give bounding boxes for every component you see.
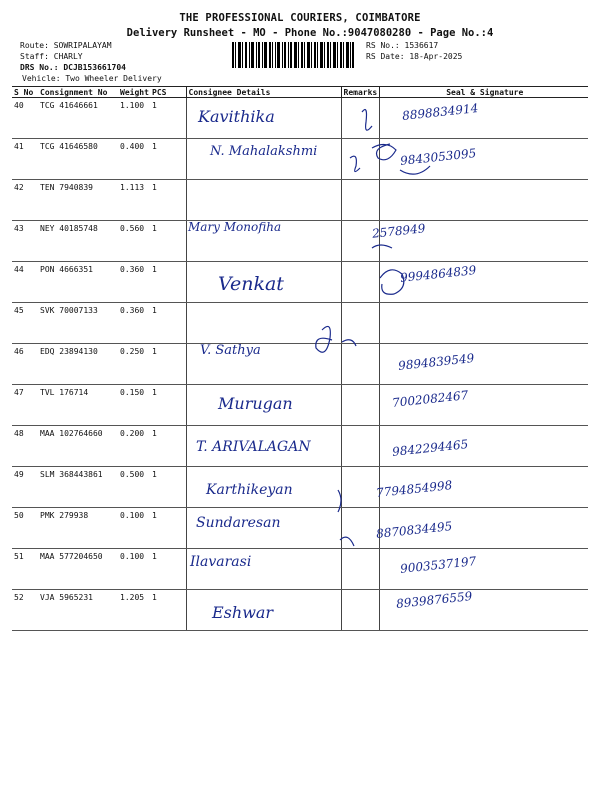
cell-sno: 47 — [12, 385, 38, 426]
cell-sno: 52 — [12, 590, 38, 631]
handwritten-consignee-name: Ilavarasi — [190, 554, 252, 570]
ink-stroke — [362, 110, 372, 131]
cell-pcs: 1 — [150, 303, 186, 344]
cell-consignment: NEY 40185748 — [38, 221, 118, 262]
handwritten-signature-phone: 9843053095 — [399, 146, 477, 168]
cell-sno: 45 — [12, 303, 38, 344]
cell-sno: 46 — [12, 344, 38, 385]
cell-consignment: PMK 279938 — [38, 508, 118, 549]
handwritten-consignee-name: V. Sathya — [200, 343, 261, 358]
cell-pcs: 1 — [150, 98, 186, 139]
cell-pcs: 1 — [150, 590, 186, 631]
handwritten-consignee-name: Kavithika — [198, 107, 275, 126]
column-header: Consignment No — [38, 87, 118, 98]
cell-pcs: 1 — [150, 426, 186, 467]
cell-consignment: EDQ 23894130 — [38, 344, 118, 385]
cell-sno: 41 — [12, 139, 38, 180]
cell-sno: 49 — [12, 467, 38, 508]
handwritten-signature-phone: 9842294465 — [391, 437, 469, 459]
cell-weight: 0.200 — [118, 426, 150, 467]
handwritten-signature-phone: 2578949 — [371, 221, 427, 241]
ink-stroke — [350, 156, 360, 171]
handwritten-signature-phone: 9003537197 — [399, 554, 477, 576]
ink-stroke — [372, 245, 392, 248]
ink-stroke — [316, 326, 332, 352]
handwritten-signature-phone: 9894839549 — [397, 351, 475, 373]
handwritten-signature-phone: 8939876559 — [395, 589, 473, 611]
column-header: Consignee Details — [186, 87, 341, 98]
cell-weight: 0.400 — [118, 139, 150, 180]
cell-pcs: 1 — [150, 508, 186, 549]
cell-consignment: SLM 368443861 — [38, 467, 118, 508]
runsheet-subtitle: Delivery Runsheet - MO - Phone No.:9047080280 - Page No.:4 — [126, 27, 494, 39]
cell-weight: 0.560 — [118, 221, 150, 262]
cell-consignment: TVL 176714 — [38, 385, 118, 426]
cell-sno: 50 — [12, 508, 38, 549]
column-header: Weight — [120, 87, 149, 97]
cell-consignment: MAA 102764660 — [38, 426, 118, 467]
cell-weight: 1.205 — [118, 590, 150, 631]
rs-date: RS Date: 18-Apr-2025 — [366, 52, 463, 61]
handwritten-consignee-name: Murugan — [218, 394, 293, 413]
cell-consignment: TEN 7940839 — [38, 180, 118, 221]
cell-sno: 44 — [12, 262, 38, 303]
handwritten-signature-phone: 7002082467 — [391, 388, 469, 410]
ink-stroke — [372, 144, 396, 160]
cell-weight: 0.360 — [118, 303, 150, 344]
ink-stroke — [340, 537, 354, 546]
cell-sno: 42 — [12, 180, 38, 221]
cell-weight: 0.150 — [118, 385, 150, 426]
vehicle-label: Vehicle: Two Wheeler Delivery — [22, 74, 162, 83]
company-title: THE PROFESSIONAL COURIERS, COIMBATORE — [179, 12, 421, 24]
cell-consignment: SVK 70007133 — [38, 303, 118, 344]
cell-weight: 0.500 — [118, 467, 150, 508]
cell-weight: 0.100 — [118, 549, 150, 590]
column-header: Seal & Signature — [379, 87, 588, 98]
cell-weight: 1.113 — [118, 180, 150, 221]
cell-consignment: MAA 577204650 — [38, 549, 118, 590]
drs-number: DRS No.: DCJB153661704 — [20, 63, 126, 72]
route-label: Route: SOWRIPALAYAM — [20, 41, 112, 50]
cell-sno: 48 — [12, 426, 38, 467]
cell-pcs: 1 — [150, 549, 186, 590]
ink-stroke — [338, 490, 341, 512]
ink-stroke — [400, 166, 430, 174]
ink-stroke — [342, 340, 356, 346]
cell-consignment: TCG 41646661 — [38, 98, 118, 139]
cell-sno: 40 — [12, 98, 38, 139]
handwritten-consignee-name: T. ARIVALAGAN — [196, 439, 311, 455]
column-header: PCS — [150, 87, 186, 98]
handwritten-consignee-name: Mary Monofiha — [188, 220, 282, 234]
cell-pcs: 1 — [150, 139, 186, 180]
cell-pcs: 1 — [150, 221, 186, 262]
cell-pcs: 1 — [150, 180, 186, 221]
cell-pcs: 1 — [150, 385, 186, 426]
handwritten-signature-phone: 9994864839 — [399, 263, 477, 285]
column-header: Remarks — [341, 87, 379, 98]
cell-pcs: 1 — [150, 344, 186, 385]
handwritten-signature-phone: 8870834495 — [375, 519, 453, 541]
cell-pcs: 1 — [150, 467, 186, 508]
cell-weight: 1.100 — [118, 98, 150, 139]
cell-consignment: TCG 41646580 — [38, 139, 118, 180]
cell-weight: 0.100 — [118, 508, 150, 549]
rs-number: RS No.: 1536617 — [366, 41, 439, 50]
cell-weight: 0.250 — [118, 344, 150, 385]
cell-sno: 43 — [12, 221, 38, 262]
staff-label: Staff: CHARLY — [20, 52, 83, 61]
handwritten-consignee-name: Venkat — [218, 273, 284, 295]
handwritten-consignee-name: Eshwar — [212, 603, 274, 622]
ink-stroke — [380, 270, 404, 294]
handwritten-consignee-name: Sundaresan — [196, 515, 281, 531]
handwritten-signature-phone: 8898834914 — [401, 101, 479, 123]
handwritten-signature-phone: 7794854998 — [375, 478, 453, 500]
column-header: S No — [12, 87, 38, 98]
cell-consignment: VJA 5965231 — [38, 590, 118, 631]
handwritten-consignee-name: N. Mahalakshmi — [210, 144, 318, 159]
cell-pcs: 1 — [150, 262, 186, 303]
cell-sno: 51 — [12, 549, 38, 590]
cell-consignment: PON 4666351 — [38, 262, 118, 303]
handwritten-consignee-name: Karthikeyan — [206, 482, 293, 498]
cell-weight: 0.360 — [118, 262, 150, 303]
